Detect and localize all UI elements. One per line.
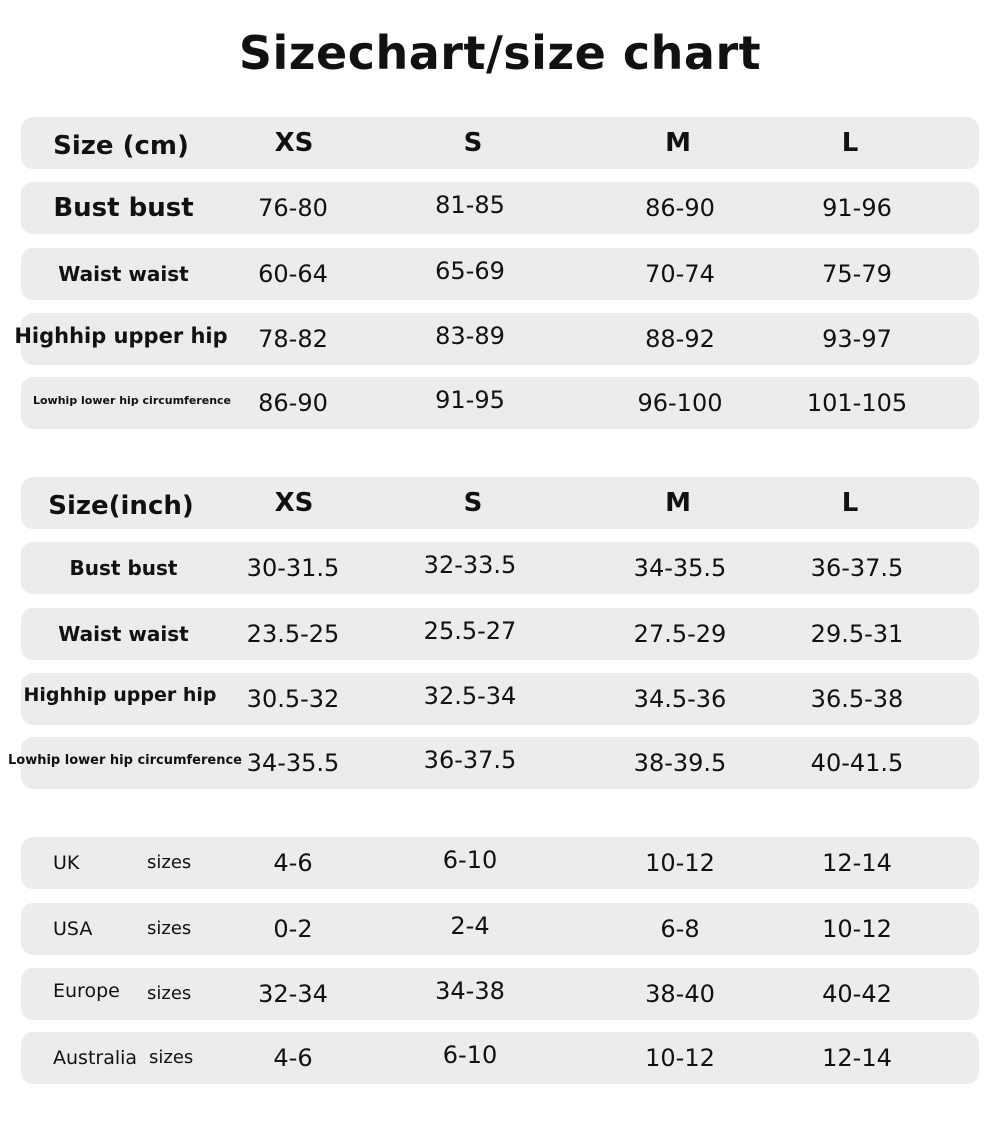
region-label: Australia [53, 1047, 138, 1069]
region-value-s: 2-4 [450, 912, 490, 940]
cm-header-xs: XS [274, 128, 314, 158]
inch-row-waist [21, 608, 979, 660]
cm-row-label: Waist waist [58, 262, 189, 286]
inch-row-bust [21, 542, 979, 594]
inch-row-label: Bust bust [69, 556, 178, 580]
inch-value-xs: 30-31.5 [246, 554, 340, 582]
region-value-l: 40-42 [822, 980, 892, 1008]
region-value-xs: 32-34 [258, 980, 328, 1008]
region-value-l: 12-14 [822, 1044, 892, 1072]
cm-value-m: 86-90 [645, 194, 715, 222]
cm-value-s: 91-95 [435, 386, 505, 414]
cm-value-xs: 60-64 [258, 260, 328, 288]
region-value-s: 6-10 [442, 846, 498, 874]
region-unit-label: sizes [147, 852, 192, 873]
inch-value-s: 36-37.5 [423, 746, 517, 774]
region-value-m: 10-12 [645, 1044, 715, 1072]
page-title: Sizechart/size chart [238, 26, 762, 80]
cm-value-l: 93-97 [822, 325, 892, 353]
region-value-s: 34-38 [435, 977, 505, 1005]
cm-row-bust [21, 182, 979, 234]
cm-row-label: Bust bust [53, 193, 194, 223]
region-row-europe [21, 968, 979, 1020]
inch-value-l: 36-37.5 [810, 554, 904, 582]
cm-value-l: 91-96 [822, 194, 892, 222]
cm-row-waist [21, 248, 979, 300]
region-label: USA [53, 918, 93, 940]
region-value-xs: 0-2 [273, 915, 313, 943]
region-label: Europe [53, 980, 120, 1002]
inch-value-m: 27.5-29 [633, 620, 727, 648]
inch-value-l: 29.5-31 [810, 620, 904, 648]
cm-value-xs: 86-90 [258, 389, 328, 417]
inch-value-s: 32-33.5 [423, 551, 517, 579]
region-value-l: 10-12 [822, 915, 892, 943]
inch-value-l: 40-41.5 [810, 749, 904, 777]
inch-row-label: Lowhip lower hip circumference [7, 753, 243, 768]
inch-header-m: M [665, 488, 691, 518]
inch-value-xs: 34-35.5 [246, 749, 340, 777]
region-value-xs: 4-6 [273, 849, 313, 877]
inch-row-highhip [21, 673, 979, 725]
region-unit-label: sizes [147, 983, 192, 1004]
cm-value-m: 88-92 [645, 325, 715, 353]
region-value-m: 6-8 [660, 915, 700, 943]
region-value-l: 12-14 [822, 849, 892, 877]
inch-value-m: 38-39.5 [633, 749, 727, 777]
inch-value-xs: 23.5-25 [246, 620, 340, 648]
cm-header-row [21, 117, 979, 169]
inch-row-label: Waist waist [58, 622, 189, 646]
inch-header-xs: XS [274, 488, 314, 518]
region-row-uk [21, 837, 979, 889]
inch-header-row [21, 477, 979, 529]
region-label: UK [53, 852, 80, 874]
cm-value-m: 96-100 [637, 389, 723, 417]
cm-value-m: 70-74 [645, 260, 715, 288]
region-value-m: 38-40 [645, 980, 715, 1008]
cm-row-lowhip [21, 377, 979, 429]
cm-header-label: Size (cm) [53, 131, 189, 161]
cm-value-xs: 76-80 [258, 194, 328, 222]
cm-row-highhip [14, 313, 979, 365]
region-row-australia [21, 1032, 979, 1084]
cm-value-s: 81-85 [435, 191, 505, 219]
inch-header-label: Size(inch) [48, 491, 194, 521]
cm-value-l: 101-105 [806, 389, 908, 417]
cm-value-l: 75-79 [822, 260, 892, 288]
cm-header-l: L [841, 128, 859, 158]
inch-header-l: L [841, 488, 859, 518]
region-unit-label: sizes [147, 918, 192, 939]
inch-value-m: 34-35.5 [633, 554, 727, 582]
region-value-s: 6-10 [442, 1041, 498, 1069]
cm-header-s: S [463, 128, 483, 158]
region-unit-label: sizes [149, 1047, 194, 1068]
cm-header-m: M [665, 128, 691, 158]
cm-row-label: Highhip upper hip [14, 324, 228, 348]
cm-value-s: 65-69 [435, 257, 505, 285]
cm-value-s: 83-89 [435, 322, 505, 350]
inch-value-xs: 30.5-32 [246, 685, 340, 713]
inch-row-lowhip [7, 737, 979, 789]
inch-value-s: 25.5-27 [423, 617, 517, 645]
region-value-m: 10-12 [645, 849, 715, 877]
cm-value-xs: 78-82 [258, 325, 328, 353]
cm-row-label: Lowhip lower hip circumference [32, 394, 232, 407]
region-row-usa [21, 903, 979, 955]
inch-value-l: 36.5-38 [810, 685, 904, 713]
inch-value-m: 34.5-36 [633, 685, 727, 713]
inch-value-s: 32.5-34 [423, 682, 517, 710]
inch-header-s: S [463, 488, 483, 518]
inch-row-label: Highhip upper hip [23, 684, 217, 706]
region-value-xs: 4-6 [273, 1044, 313, 1072]
